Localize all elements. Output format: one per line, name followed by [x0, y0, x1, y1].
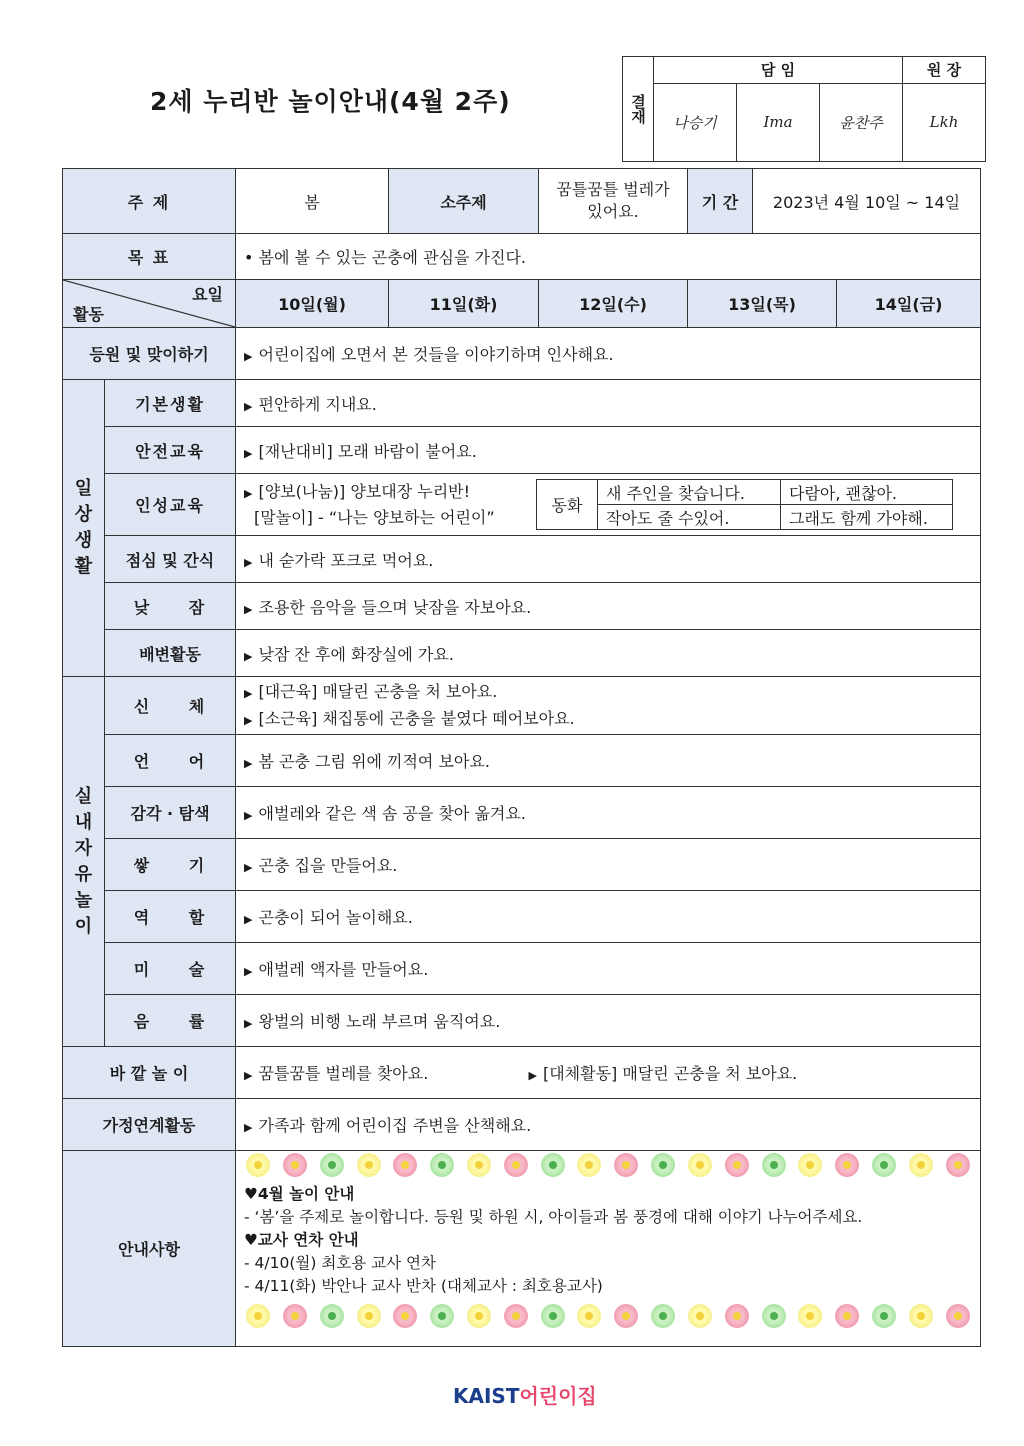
basic-life-label: 기본생활	[105, 380, 236, 427]
kaist-daycare-logo: KAIST어린이집	[453, 1384, 597, 1408]
day-thu: 13일(목)	[688, 280, 837, 328]
notice-heading-2: ♥교사 연차 안내	[244, 1231, 359, 1249]
director-label: 원 장	[903, 57, 986, 84]
character-label: 인성교육	[105, 474, 236, 536]
approval-side-label: 결재	[623, 57, 654, 162]
subtheme-value: 꿈틀꿈틀 벌레가 있어요.	[539, 169, 688, 234]
outdoor-alt: [대체활동] 매달린 곤충을 처 보아요.	[542, 1064, 798, 1083]
language-text: ▶ 봄 곤충 그림 위에 끼적여 보아요.	[236, 735, 981, 787]
story-table	[536, 479, 953, 530]
goal-text: • 봄에 볼 수 있는 곤충에 관심을 가진다.	[236, 234, 981, 280]
character-line-2: [말놀이] - “나는 양보하는 어린이”	[254, 507, 495, 527]
notice-line-1: - ‘봄’을 주제로 놀이합니다. 등원 및 하원 시, 아이들과 봄 풍경에 대해 이야기 나누어주세요.	[244, 1208, 863, 1226]
theme-label: 주 제	[63, 169, 236, 234]
outdoor-text: ▶ 꿈틀꿈틀 벌레를 찾아요. ▶ [대체활동] 매달린 곤충을 처 보아요.	[236, 1047, 981, 1099]
toilet-text: ▶ 낮잠 잔 후에 화장실에 가요.	[236, 630, 981, 677]
schedule-table	[62, 168, 981, 1347]
activity-label: 활동	[73, 305, 104, 324]
day-label: 요일	[192, 285, 224, 304]
arrival-label: 등원 및 맞이하기	[63, 328, 236, 380]
signature-2: Ima	[737, 83, 820, 161]
art-text: ▶ 애벌레 액자를 만들어요.	[236, 943, 981, 995]
notice-line-3: - 4/11(화) 박안나 교사 반차 (대체교사 : 최호용교사)	[244, 1277, 603, 1295]
signature-3: 윤찬주	[820, 83, 903, 161]
roleplay-text: ▶ 곤충이 되어 놀이해요.	[236, 891, 981, 943]
subtheme-label: 소주제	[389, 169, 539, 234]
toilet-label: 배변활동	[105, 630, 236, 677]
nap-label: 낮 잠	[105, 583, 236, 630]
period-value: 2023년 4월 10일 ~ 14일	[772, 192, 961, 212]
free-play-group: 실내자유놀이	[63, 677, 105, 1047]
story-book-3: 작아도 줄 수있어.	[598, 505, 781, 530]
signature-director: Lkh	[903, 83, 986, 161]
music-label: 음 률	[105, 995, 236, 1047]
story-label: 동화	[537, 480, 598, 530]
day-activity-header	[63, 280, 236, 328]
daily-life-group: 일상생활	[63, 380, 105, 677]
homeroom-label: 담 임	[654, 57, 903, 84]
day-wed: 12일(수)	[539, 280, 688, 328]
language-label: 언 어	[105, 735, 236, 787]
roleplay-label: 역 할	[105, 891, 236, 943]
blocks-text: ▶ 곤충 집을 만들어요.	[236, 839, 981, 891]
period-cell	[688, 169, 981, 234]
lunch-label: 점심 및 간식	[105, 536, 236, 583]
arrival-text: ▶ 어린이집에 오면서 본 것들을 이야기하며 인사해요.	[236, 328, 981, 380]
flower-border-top	[236, 1151, 980, 1179]
flower-border-bottom	[236, 1302, 980, 1330]
lunch-text: ▶ 내 숟가락 포크로 먹어요.	[236, 536, 981, 583]
music-text: ▶ 왕벌의 비행 노래 부르며 움직여요.	[236, 995, 981, 1047]
period-label: 기 간	[688, 169, 753, 233]
safety-label: 안전교육	[105, 427, 236, 474]
home-label: 가정연계활동	[63, 1099, 236, 1151]
basic-life-text: ▶ 편안하게 지내요.	[236, 380, 981, 427]
theme-value: 봄	[236, 169, 389, 234]
notice-cell	[236, 1151, 981, 1347]
physical-label: 신 체	[105, 677, 236, 735]
signature-1: 나승기	[654, 83, 737, 161]
safety-text: ▶ [재난대비] 모래 바람이 불어요.	[236, 427, 981, 474]
notice-label: 안내사항	[63, 1151, 236, 1347]
character-line-1: ▶ [양보(나눔)] 양보대장 누리반!	[244, 481, 471, 501]
art-label: 미 술	[105, 943, 236, 995]
character-cell	[236, 474, 981, 536]
goal-label: 목 표	[63, 234, 236, 280]
physical-text: ▶ [대근육] 매달린 곤충을 처 보아요. ▶ [소근육] 채집통에 곤충을 붙였다 떼어보아요.	[236, 677, 981, 735]
notice-heading-1: ♥4월 놀이 안내	[244, 1185, 355, 1203]
nap-text: ▶ 조용한 음악을 들으며 낮잠을 자보아요.	[236, 583, 981, 630]
story-book-4: 그래도 함께 가야해.	[781, 505, 953, 530]
outdoor-label: 바 깥 놀 이	[63, 1047, 236, 1099]
day-tue: 11일(화)	[389, 280, 539, 328]
page-title: 2세 누리반 놀이안내(4월 2주)	[150, 87, 511, 116]
story-book-2: 다람아, 괜찮아.	[781, 480, 953, 505]
home-text: ▶ 가족과 함께 어린이집 주변을 산책해요.	[236, 1099, 981, 1151]
approval-box	[622, 56, 986, 162]
day-fri: 14일(금)	[837, 280, 981, 328]
story-book-1: 새 주인을 찾습니다.	[598, 480, 781, 505]
blocks-label: 쌓 기	[105, 839, 236, 891]
notice-line-2: - 4/10(월) 최호용 교사 연차	[244, 1254, 437, 1272]
sensory-label: 감각 · 탐색	[105, 787, 236, 839]
sensory-text: ▶ 애벌레와 같은 색 솜 공을 찾아 옮겨요.	[236, 787, 981, 839]
day-mon: 10일(월)	[236, 280, 389, 328]
